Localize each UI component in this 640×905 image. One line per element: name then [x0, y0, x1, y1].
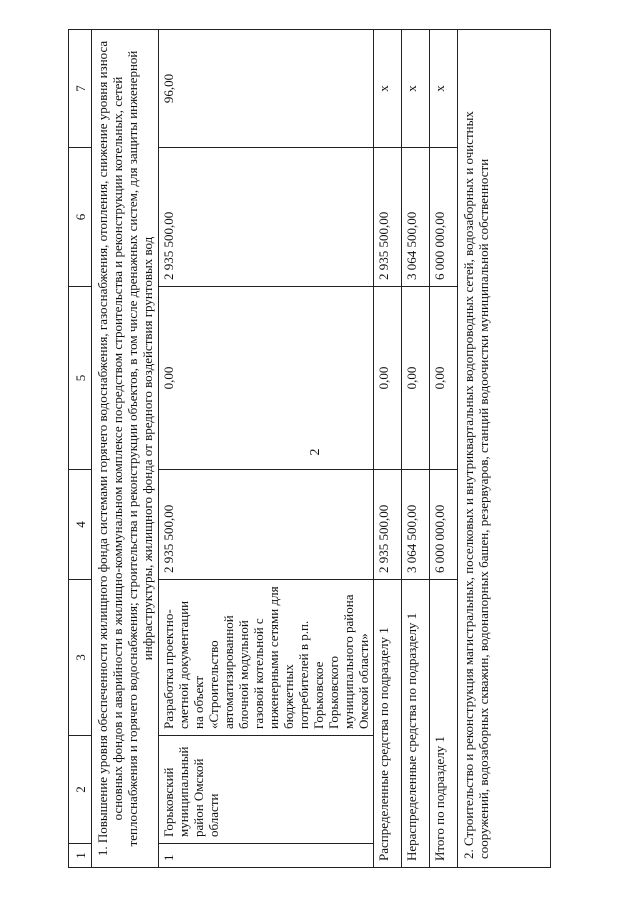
summary-col5: 0,00	[374, 287, 402, 470]
column-number: 5	[69, 287, 92, 470]
summary-row-distributed	[374, 30, 402, 868]
column-number: 6	[69, 148, 92, 287]
funding-table	[68, 29, 551, 868]
summary-col4: 6 000 000,00	[430, 470, 458, 580]
summary-col7: х	[374, 30, 402, 148]
summary-row-undistributed	[402, 30, 430, 868]
section-2-heading-row	[458, 30, 551, 868]
page-number: 2	[308, 448, 323, 456]
item-col4: 2 935 500,00	[159, 470, 374, 580]
item-col6: 2 935 500,00	[159, 148, 374, 287]
column-number: 3	[69, 580, 92, 736]
summary-col6: 3 064 500,00	[402, 148, 430, 287]
section-1-heading-row	[92, 30, 159, 868]
item-description: Разработка проектно-сметной документации на объект «Строительство автоматизированной блочной модульной газовой котельной с инженерными сетями для бюджетных потребителей в р.п. Горьковское Горьковского муниципального района Омской области»	[159, 580, 374, 736]
summary-col6: 2 935 500,00	[374, 148, 402, 287]
item-col5: 0,00	[159, 287, 374, 470]
column-number: 1	[69, 844, 92, 868]
summary-col4: 3 064 500,00	[402, 470, 430, 580]
summary-col5: 0,00	[430, 287, 458, 470]
summary-col5: 0,00	[402, 287, 430, 470]
summary-col6: 6 000 000,00	[430, 148, 458, 287]
section-2-title: 2. Строительство и реконструкция магистральных, поселковых и внутриквартальных водопроводных сетей, водозаборных и очистных сооружений, водозаборных скважин, водонапорных башен, резервуаров, станций водоочистки муниципальной собственности	[458, 30, 551, 868]
column-number-row	[69, 30, 92, 868]
column-number: 7	[69, 30, 92, 148]
item-municipality: Горьковский муниципальный район Омской области	[159, 736, 374, 844]
column-number: 4	[69, 470, 92, 580]
summary-row-total	[430, 30, 458, 868]
item-row	[159, 30, 374, 868]
column-number: 2	[69, 736, 92, 844]
item-col7: 96,00	[159, 30, 374, 148]
section-1-title: 1. Повышение уровня обеспеченности жилищного фонда системами горячего водоснабжения, газоснабжения, отопления, снижение уровня износа основных фондов и аварийности в жилищно-коммунальном комплексе посредством строительства и реконструкции котельных, сетей теплоснабжения и горячего водоснабжения; строительства и реконструкции объектов, в том числе дренажных систем, для защиты инженерной инфраструктуры, жилищного фонда от вредного воздействия грунтовых вод	[92, 30, 159, 868]
rotated-table-container	[68, 30, 628, 868]
summary-col4: 2 935 500,00	[374, 470, 402, 580]
summary-label: Распределенные средства по подразделу 1	[374, 580, 402, 868]
summary-col7: х	[430, 30, 458, 148]
summary-col7: х	[402, 30, 430, 148]
summary-label: Нераспределенные средства по подразделу 1	[402, 580, 430, 868]
item-number: 1	[159, 844, 374, 868]
summary-label: Итого по подразделу 1	[430, 580, 458, 868]
